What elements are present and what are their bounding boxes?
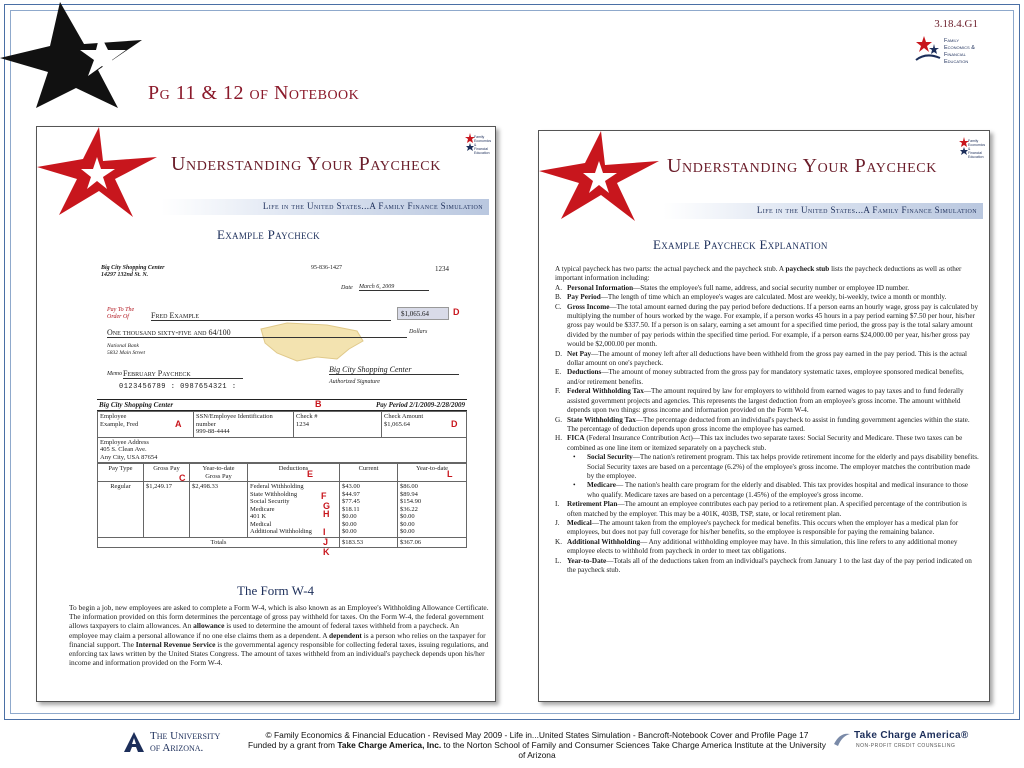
check-amount: $1,065.64 — [397, 307, 449, 320]
university-name: The University of Arizona. — [150, 730, 221, 754]
stub-check-no-cell: Check # 1234 — [294, 412, 382, 438]
mark-a: A — [175, 419, 182, 429]
paycheck-stub — [97, 399, 467, 548]
explanation-intro: A typical paycheck has two parts: the actual paycheck and the paycheck stub. A paycheck stub lists the paycheck deductions as well as other important information including: — [555, 265, 962, 283]
stub-info-table — [97, 411, 467, 463]
explanation-item — [555, 387, 979, 415]
explanation-item-label: I. — [555, 500, 560, 509]
check-payee: Fred Example — [151, 311, 391, 321]
slide-code: 3.18.4.G1 — [934, 18, 978, 30]
check-bank: National Bank 5832 Main Street — [107, 343, 145, 356]
mark-e: E — [307, 469, 314, 479]
take-charge-america-logo — [832, 728, 982, 758]
explanation-item-label: C. — [555, 302, 562, 311]
explanation-item — [555, 293, 979, 302]
bullet-dot-icon: • — [573, 453, 576, 462]
footer-copyright: © Family Economics & Financial Education - Revised May 2009 - Life in...United States Simulation - Bancroft-Notebook Cover and Profile Page 17 Funded by a grant from Take Charge America, Inc. to the Norton School of Family and Consumer Sciences Take Charge America Institute at the University of Arizona — [247, 730, 826, 760]
explanation-item-text: Federal Withholding Tax—The amount required by law for employers to withhold from earned wages to pay taxes and to fund federally assisted government projects and agencies. This represents the largest deduction from an employee's gross income. The amount withheld depends upon two things: gross income and information provided on the Form W-4. — [567, 387, 964, 415]
explanation-item — [555, 500, 979, 519]
explanation-item — [555, 519, 979, 538]
explanation-item-label: B. — [555, 293, 562, 302]
slide-title: Pg 11 & 12 of Notebook — [148, 82, 360, 104]
explanation-item-label: E. — [555, 368, 562, 377]
explanation-item-text: Additional Withholding— Any additional withholding employee may have. In this simulation, this line refers to any additional money employee elects to withhold from paycheck in order to meet tax obligations. — [567, 537, 958, 556]
right-page-image — [538, 130, 990, 702]
bullet-dot-icon: • — [573, 481, 576, 490]
explanation-item-text: Medical—The amount taken from the employee's paycheck for medical benefits. This occurs when the employer has a medical plan for employees, but does not pay full coverage for his/her benefits, so the employee is responsible for paying the remaining balance. — [567, 518, 959, 537]
right-page-header — [539, 131, 989, 223]
left-header-bar-text: Life in the United States...A Family Finance Simulation — [262, 201, 483, 211]
right-page-logo — [959, 137, 986, 163]
explanation-item-label: K. — [555, 537, 562, 546]
right-page-logo-text: Family Economics & Financial Education — [968, 139, 986, 159]
check-dollars-label: Dollars — [409, 329, 428, 335]
mark-d-check: D — [453, 307, 460, 317]
stub-address-cell: Employee Address 405 S. Clean Ave. Any City, USA 87654 — [98, 437, 467, 463]
col-ytd: Year-to-date — [398, 464, 467, 482]
mark-k: K — [323, 547, 330, 557]
fefe-star-icon — [914, 34, 942, 64]
right-header-bar — [663, 203, 983, 219]
fefe-logo — [914, 34, 994, 68]
check-date-label: Date — [341, 285, 353, 291]
explanation-item — [555, 350, 979, 369]
col-current: Current — [340, 464, 398, 482]
explanation-item-label: D. — [555, 349, 562, 358]
stub-employee-cell: Employee Example, Fred — [98, 412, 194, 438]
right-header-bar-text: Life in the United States...A Family Finance Simulation — [756, 205, 977, 215]
ytd-gross-value: $2,498.33 — [190, 482, 248, 538]
totals-ytd: $367.06 — [398, 537, 467, 548]
explanation-item — [555, 284, 979, 293]
university-of-arizona-logo — [122, 728, 242, 758]
check-signature: Big City Shopping Center — [329, 365, 459, 375]
red-star-icon — [37, 127, 167, 219]
arizona-a-icon — [122, 730, 146, 754]
explanation-bullet: • Medicare— The nation's health care program for the elderly and disabled. This tax provides hospital and medical insurance to those who qualify. Medicare taxes are based on a percentage (1.45%) of the employee's gross income. — [573, 481, 968, 499]
explanation-item-label: F. — [555, 387, 561, 396]
stub-header — [97, 399, 467, 411]
mark-i: I — [323, 527, 326, 537]
col-deductions: Deductions — [248, 464, 340, 482]
tca-name: Take Charge America® — [854, 730, 969, 741]
col-gross-pay: Gross Pay — [144, 464, 190, 482]
left-page-header — [37, 127, 495, 219]
explanation-body — [555, 265, 979, 575]
w4-title: The Form W-4 — [237, 583, 315, 598]
pay-type-value: Regular — [98, 482, 144, 538]
fefe-logo-text: Family Economics & Financial Education — [944, 38, 975, 65]
tca-subtitle: NON-PROFIT CREDIT COUNSELING — [856, 743, 956, 749]
check-routing: 95-836-1427 — [311, 265, 342, 271]
explanation-bullet: • Social Security—The nation's retirement program. This tax helps provide retirement income for the elderly and pays disability benefits. Social Security taxes are based on a percentage (6.2%) of the employee's gross income. The employer matches the contribution made by the employee. — [573, 453, 979, 480]
check-memo-label: Memo — [107, 371, 122, 377]
explanation-item-text: State Withholding Tax—The percentage deducted from an individual's paycheck to assist in funding government agencies within the state. The percentage of deduction depends upon gross income the employee has earned. — [567, 415, 970, 433]
explanation-item-label: A. — [555, 283, 562, 292]
mark-b: B — [315, 399, 322, 409]
explanation-item-label: L. — [555, 556, 562, 565]
tca-swoosh-icon — [832, 730, 852, 750]
explanation-item-label: H. — [555, 434, 562, 443]
mark-g: G — [323, 501, 331, 511]
check-pay-to-label: Pay To The Order Of — [107, 307, 135, 320]
explanation-item-text: Net Pay—The amount of money left after all deductions have been withheld from the gross pay earned in the pay period. This is the actual dollar amount on one's paycheck. — [567, 349, 968, 368]
explanation-items-i-l — [555, 500, 979, 575]
explanation-item — [555, 416, 979, 435]
mark-h: H — [323, 509, 330, 519]
mark-d-stub: D — [451, 419, 458, 429]
explanation-item-text: Pay Period—The length of time which an employee's wages are calculated. Most are weekly, bi-weekly, twice a month or monthly. — [567, 293, 947, 302]
explanation-item-text: FICA (Federal Insurance Contribution Act)—This tax includes two separate taxes: Social Security and Medicare. These two taxes can be combined as one line item or itemized separately on a paycheck stub. — [567, 434, 963, 452]
explanation-item-text: Gross Income—The total amount earned during the pay period before deductions. If a person earns an hourly wage, gross pay is calculated by multiplying the number of hours worked by the wage. For example, if a person works 45 hours in a pay period earning $7.50 per hour, his/her gross pay would be $337.50. If a person is on salary, earning a set amount for a specified time period, the gross pay is the total salary amount divided by the number of pay periods within the specified time period. For example, if a person earns $24,000.00 per year, his/her gross pay would be $2,000.00 per month. — [567, 302, 979, 349]
w4-body: To begin a job, new employees are asked to complete a Form W-4, which is also known as an Employee's Withholding Allowance Certificate. The information provided on this form determines the percentage of gross pay withheld for taxes. On the Form W-4, the federal government allows taxpayers to claim allowances. An allowance is used to determine the amount of federal taxes withheld from a paycheck. An employee may claim a personal allowance if no one else claims them as a dependent. A dependent is a person who relies on the taxpayer for financial support. The Internal Revenue Service is the governmental agency responsible for collecting federal taxes, issuing regulations, and enforcing tax laws written by the United States Congress. The amount of taxes withheld from an individual's paycheck depends upon his/her income and information provided on the Form W-4. — [69, 603, 489, 668]
stub-pay-period: Pay Period 2/1/2009-2/28/2009 — [375, 401, 465, 409]
example-check — [97, 263, 467, 397]
mark-j: J — [323, 537, 329, 547]
left-header-bar — [161, 199, 489, 215]
footer — [0, 720, 1024, 768]
stub-ssn-cell: SSN/Employee Identification number 999-88-4444 — [194, 412, 294, 438]
explanation-item-label: G. — [555, 415, 562, 424]
check-store-name: Big City Shopping Center 14297 132nd St. N. — [101, 265, 165, 278]
explanation-item-text: Year-to-Date—Totals all of the deductions taken from an individual's paycheck from January 1 to the last day of the pay period indicated on the paycheck stub. — [567, 556, 972, 574]
col-ytd-gross: Year-to-date Gross Pay — [190, 464, 248, 482]
left-page-logo-text: Family Economics & Financial Education — [474, 135, 492, 155]
explanation-item — [555, 557, 979, 576]
black-star-decoration — [0, 0, 160, 108]
explanation-items-a-h — [555, 284, 979, 453]
right-section-title: Example Paycheck Explanation — [653, 237, 828, 252]
explanation-item — [555, 368, 979, 387]
check-micr: 0123456789 : 0987654321 : — [119, 383, 237, 391]
mark-l: L — [447, 469, 453, 479]
left-page-heading: Understanding Your Paycheck — [171, 153, 441, 175]
check-signature-label: Authorized Signature — [329, 379, 380, 385]
totals-label: Totals — [98, 537, 340, 548]
right-page-heading: Understanding Your Paycheck — [667, 155, 937, 177]
explanation-item — [555, 434, 979, 453]
explanation-item — [555, 538, 979, 557]
deduction-names: Federal Withholding State Withholding Social Security Medicare 401 K Medical Additional Withholding — [248, 482, 340, 538]
totals-current: $183.53 — [340, 537, 398, 548]
left-section-title: Example Paycheck — [217, 227, 320, 242]
explanation-item-text: Retirement Plan—The amount an employee contributes each pay period to a retirement plan. A specified percentage of the contribution is often matched by the employer. This may be a 401K, 403B, TSP, state, or local retirement plan. — [567, 500, 967, 518]
check-number: 1234 — [435, 265, 449, 273]
check-amount-words: One thousand sixty-five and 64/100 — [107, 328, 407, 338]
check-memo: February Paycheck — [123, 369, 243, 379]
red-star-icon — [539, 131, 669, 223]
stub-store: Big City Shopping Center — [99, 401, 174, 409]
explanation-fica-bullets — [555, 453, 979, 500]
left-page-logo — [465, 133, 492, 159]
left-page-image — [36, 126, 496, 702]
deduction-ytd: $86.00 $89.94 $154.90 $36.22 $0.00 $0.00 $0.00 — [398, 482, 467, 538]
explanation-item-text: Personal Information—States the employee's full name, address, and social security number or employee ID number. — [567, 283, 910, 292]
mark-f: F — [321, 491, 327, 501]
us-map-watermark — [257, 319, 367, 365]
gross-pay-value: $1,249.17 — [144, 482, 190, 538]
mark-c: C — [179, 473, 186, 483]
stub-check-amount-cell: Check Amount $1,065.64 — [382, 412, 467, 438]
deduction-current: $43.00 $44.97 $77.45 $18.11 $0.00 $0.00 $0.00 — [340, 482, 398, 538]
stub-deductions-table — [97, 463, 467, 548]
check-date: March 6, 2009 — [359, 284, 429, 291]
col-pay-type: Pay Type — [98, 464, 144, 482]
explanation-item-text: Deductions—The amount of money subtracted from the gross pay for mandatory systematic taxes, employee sponsored medical benefits, and/or retirement benefits. — [567, 368, 964, 386]
explanation-item-label: J. — [555, 518, 560, 527]
explanation-item — [555, 303, 979, 350]
